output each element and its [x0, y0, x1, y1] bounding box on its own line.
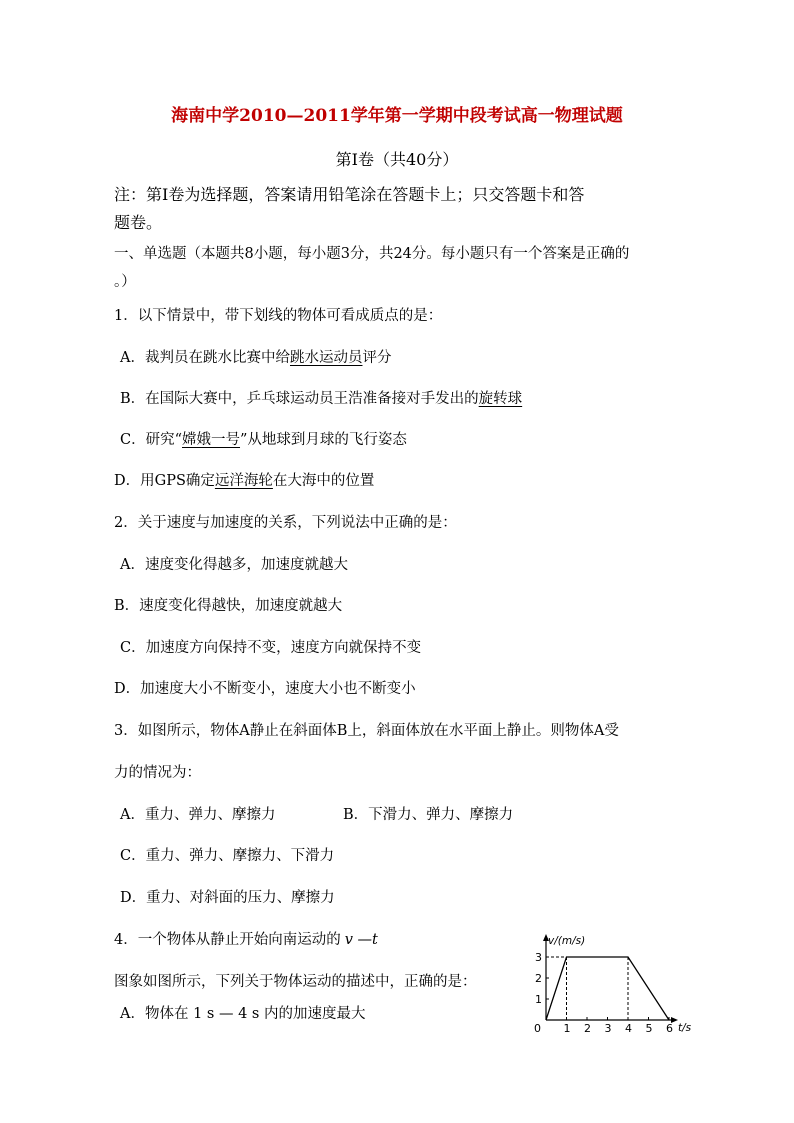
q1-option-b-underlined: 旋转球: [478, 391, 523, 407]
part1-heading-line-2: 。）: [114, 274, 136, 290]
q1-option-c-text: C．研究“: [120, 432, 183, 448]
q1-option-c: [120, 430, 407, 450]
q3-option-a: A．重力、弹力、摩擦力: [120, 807, 276, 823]
q1-option-b-text: B．在国际大赛中，乒乓球运动员王浩准备接对手发出的: [120, 391, 479, 407]
note-line-2: 题卷。: [114, 213, 163, 232]
q4-stem-text: 4．一个物体从静止开始向南运动的: [114, 932, 341, 948]
part1-heading-line-1: 一、单选题（本题共8小题，每小题3分，共24分。每小题只有一个答案是正确的: [114, 246, 630, 262]
vt-chart: [528, 930, 698, 1036]
q1-option-a-underlined: 跳水运动员: [289, 350, 363, 366]
y-axis-label: v/(m/s): [548, 935, 586, 947]
q2-stem: 2．关于速度与加速度的关系，下列说法中正确的是：: [114, 515, 457, 531]
q2-option-b: B．速度变化得越快，加速度就越大: [114, 598, 343, 614]
q1-option-d-text: D．用GPS确定: [114, 473, 215, 489]
q2-option-d: D．加速度大小不断变小，速度大小也不断变小: [114, 681, 416, 697]
q1-option-a-text: A．裁判员在跳水比赛中给: [120, 350, 290, 366]
q4-stem-line-2: 图象如图所示，下列关于物体运动的描述中，正确的是：: [114, 974, 477, 990]
q1-option-b: [120, 389, 522, 409]
x-axis-label: t/s: [678, 1022, 692, 1034]
q3-stem-line-2: 力的情况为：: [114, 765, 201, 781]
q4-stem-line-1: [114, 930, 378, 950]
x-tick-label: 5: [645, 1022, 653, 1035]
x-tick-label: 2: [584, 1022, 591, 1035]
q1-option-a: [120, 348, 391, 368]
q4-option-a: A．物体在 1 s — 4 s 内的加速度最大: [120, 1006, 366, 1022]
q3-option-d: D．重力、对斜面的压力、摩擦力: [120, 890, 335, 906]
note-line-1: 注：第Ⅰ卷为选择题，答案请用铅笔涂在答题卡上；只交答题卡和答: [114, 185, 585, 204]
q3-option-c: C．重力、弹力、摩擦力、下滑力: [120, 848, 335, 864]
x-tick-label: 0: [534, 1022, 541, 1035]
x-tick-label: 6: [666, 1022, 673, 1035]
vt-series-line: [546, 957, 669, 1020]
q3-stem-line-1: 3．如图所示，物体A静止在斜面体B上，斜面体放在水平面上静止。则物体A受: [114, 723, 619, 739]
x-tick-label: 1: [563, 1022, 571, 1035]
q2-option-c: C．加速度方向保持不变，速度方向就保持不变: [120, 640, 422, 656]
q1-option-d-tail: 在大海中的位置: [272, 473, 375, 489]
q1-option-d-underlined: 远洋海轮: [214, 473, 273, 489]
q1-option-c-underlined: 嫦娥一号: [182, 432, 241, 448]
q1-option-a-tail: 评分: [362, 350, 392, 366]
q1-option-c-tail: ”从地球到月球的飞行姿态: [240, 432, 407, 448]
q1-stem: 1．以下情景中，带下划线的物体可看成质点的是：: [114, 308, 443, 324]
q2-option-a: A．速度变化得越多，加速度就越大: [120, 557, 348, 573]
x-tick-label: 4: [625, 1022, 632, 1035]
page-title: 海南中学2010—2011学年第一学期中段考试高一物理试题: [171, 106, 623, 126]
q1-option-d: [114, 471, 374, 491]
q4-stem-variable: v —t: [344, 932, 378, 948]
q3-options-row: [120, 805, 275, 825]
section-title: 第Ⅰ卷（共40分）: [335, 150, 459, 169]
y-tick-label: 3: [535, 951, 542, 964]
y-tick-label: 2: [535, 972, 542, 985]
x-tick-label: 3: [604, 1022, 612, 1035]
y-tick-label: 1: [535, 993, 542, 1006]
q3-option-b: B．下滑力、弹力、摩擦力: [343, 807, 514, 823]
